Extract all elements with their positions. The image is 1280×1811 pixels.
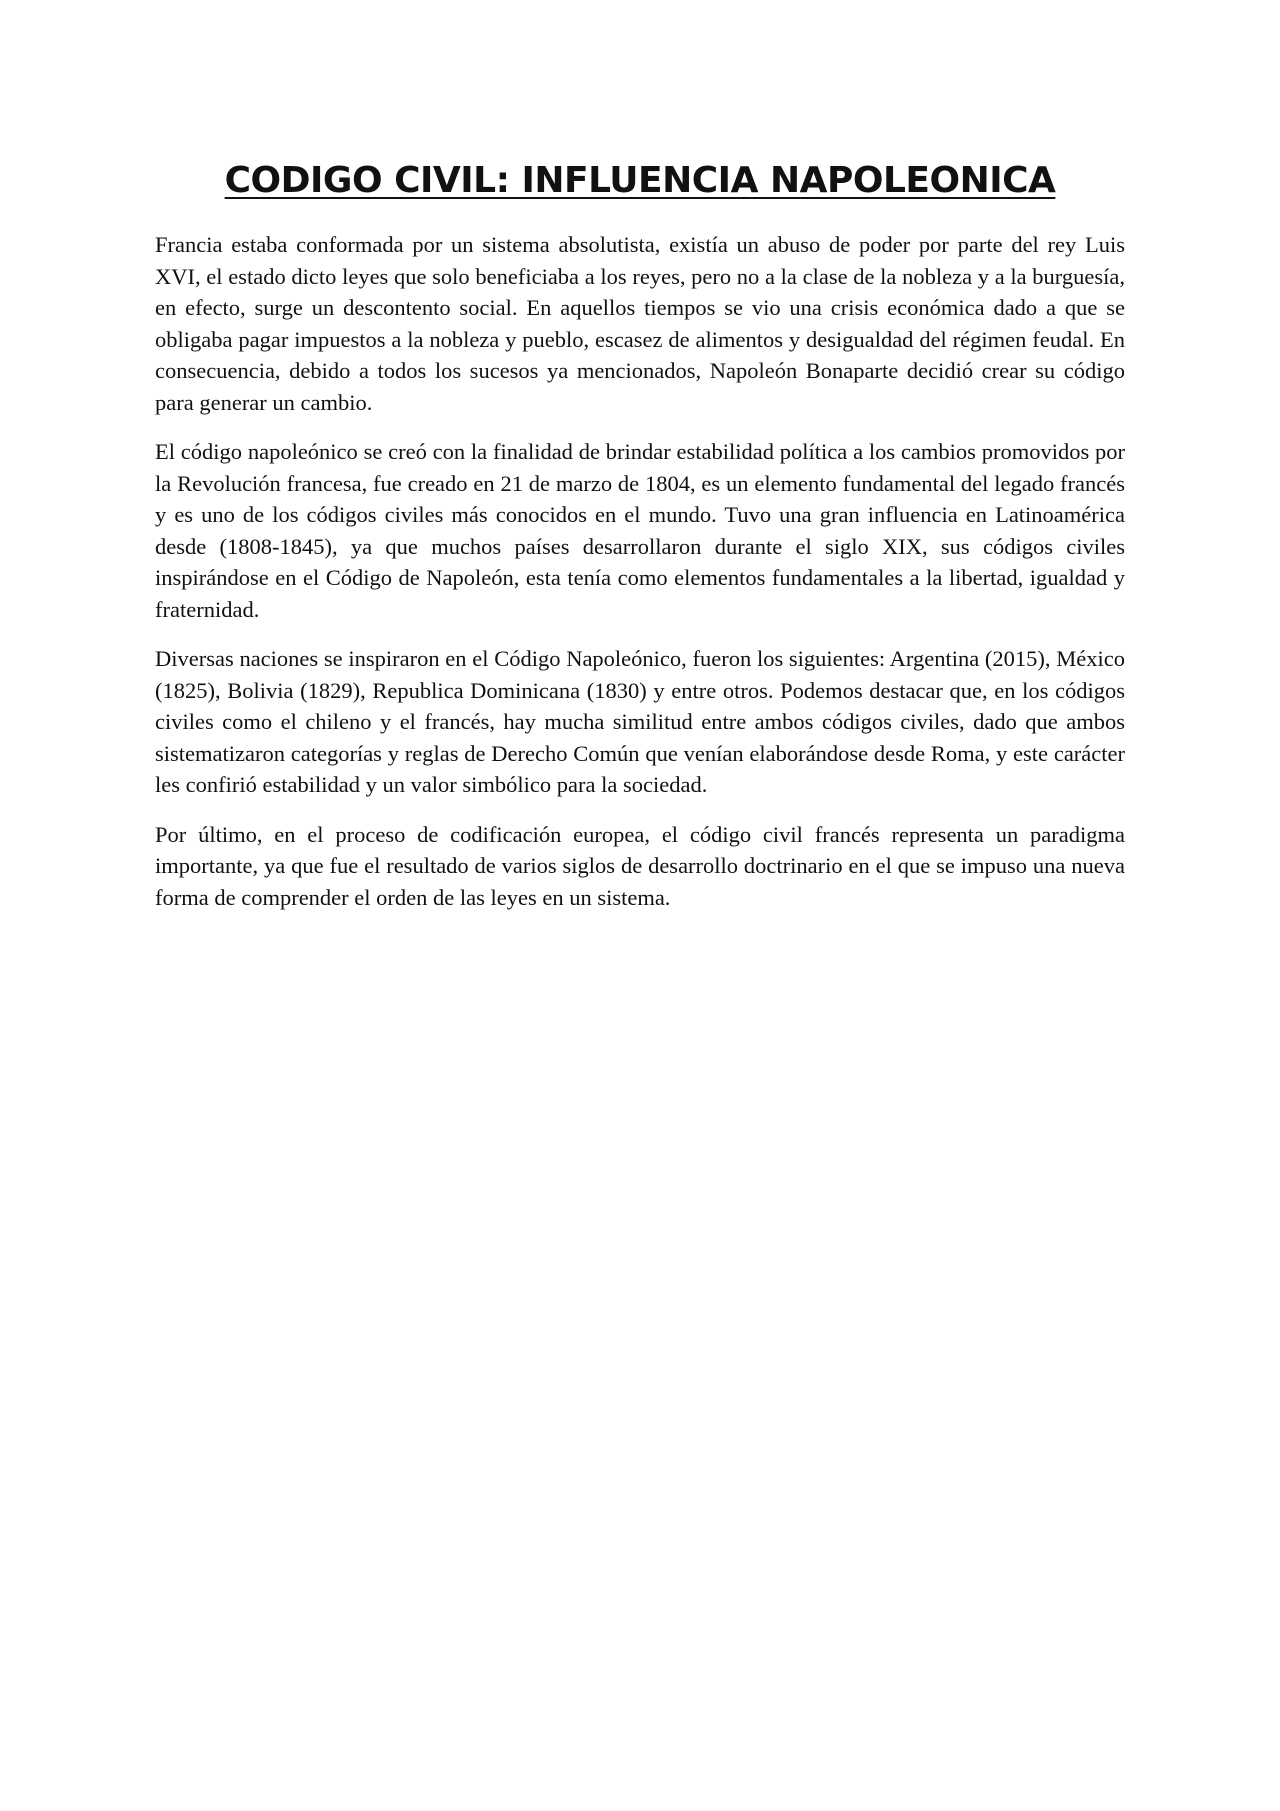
paragraph-4: Por último, en el proceso de codificación europea, el código civil francés representa un paradigma importante, ya que fue el resultado de varios siglos de desarrollo doctrinario en el que se impuso una nueva forma de comprender el orden de las leyes en un sistema. xyxy=(155,821,1125,910)
paragraph-2: El código napoleónico se creó con la finalidad de brindar estabilidad política a los cambios promovidos por la Revolución francesa, fue creado en 21 de marzo de 1804, es un elemento fundamental del legado francés y es uno de los códigos civiles más conocidos en el mundo. Tuvo una gran influencia en Latinoamérica desde (1808-1845), ya que muchos países desarrollaron durante el siglo XIX, sus códigos civiles inspirándose en el Código de Napoleón, esta tenía como elementos fundamentales a la libertad, igualdad y fraternidad. xyxy=(155,439,1125,622)
paragraph-3: Diversas naciones se inspiraron en el Código Napoleónico, fueron los siguientes: Argentina (2015), México (1825), Bolivia (1829), Republica Dominicana (1830) y entre otros. Podemos destacar que, en los códigos civiles como el chileno y el francés, hay mucha similitud entre ambos códigos civiles, dado que ambos sistematizaron categorías y reglas de Derecho Común que venían elaborándose desde Roma, y este carácter les confirió estabilidad y un valor simbólico para la sociedad. xyxy=(155,646,1125,797)
paragraph-1: Francia estaba conformada por un sistema absolutista, existía un abuso de poder por parte del rey Luis XVI, el estado dicto leyes que solo beneficiaba a los reyes, pero no a la clase de la nobleza y a la burguesía, en efecto, surge un descontento social. En aquellos tiempos se vio una crisis económica dado a que se obligaba pagar impuestos a la nobleza y pueblo, escasez de alimentos y desigualdad del régimen feudal. En consecuencia, debido a todos los sucesos ya mencionados, Napoleón Bonaparte decidió crear su código para generar un cambio. xyxy=(155,232,1125,415)
document-title: CODIGO CIVIL: INFLUENCIA NAPOLEONICA xyxy=(224,160,1056,201)
document-body xyxy=(155,229,1125,931)
